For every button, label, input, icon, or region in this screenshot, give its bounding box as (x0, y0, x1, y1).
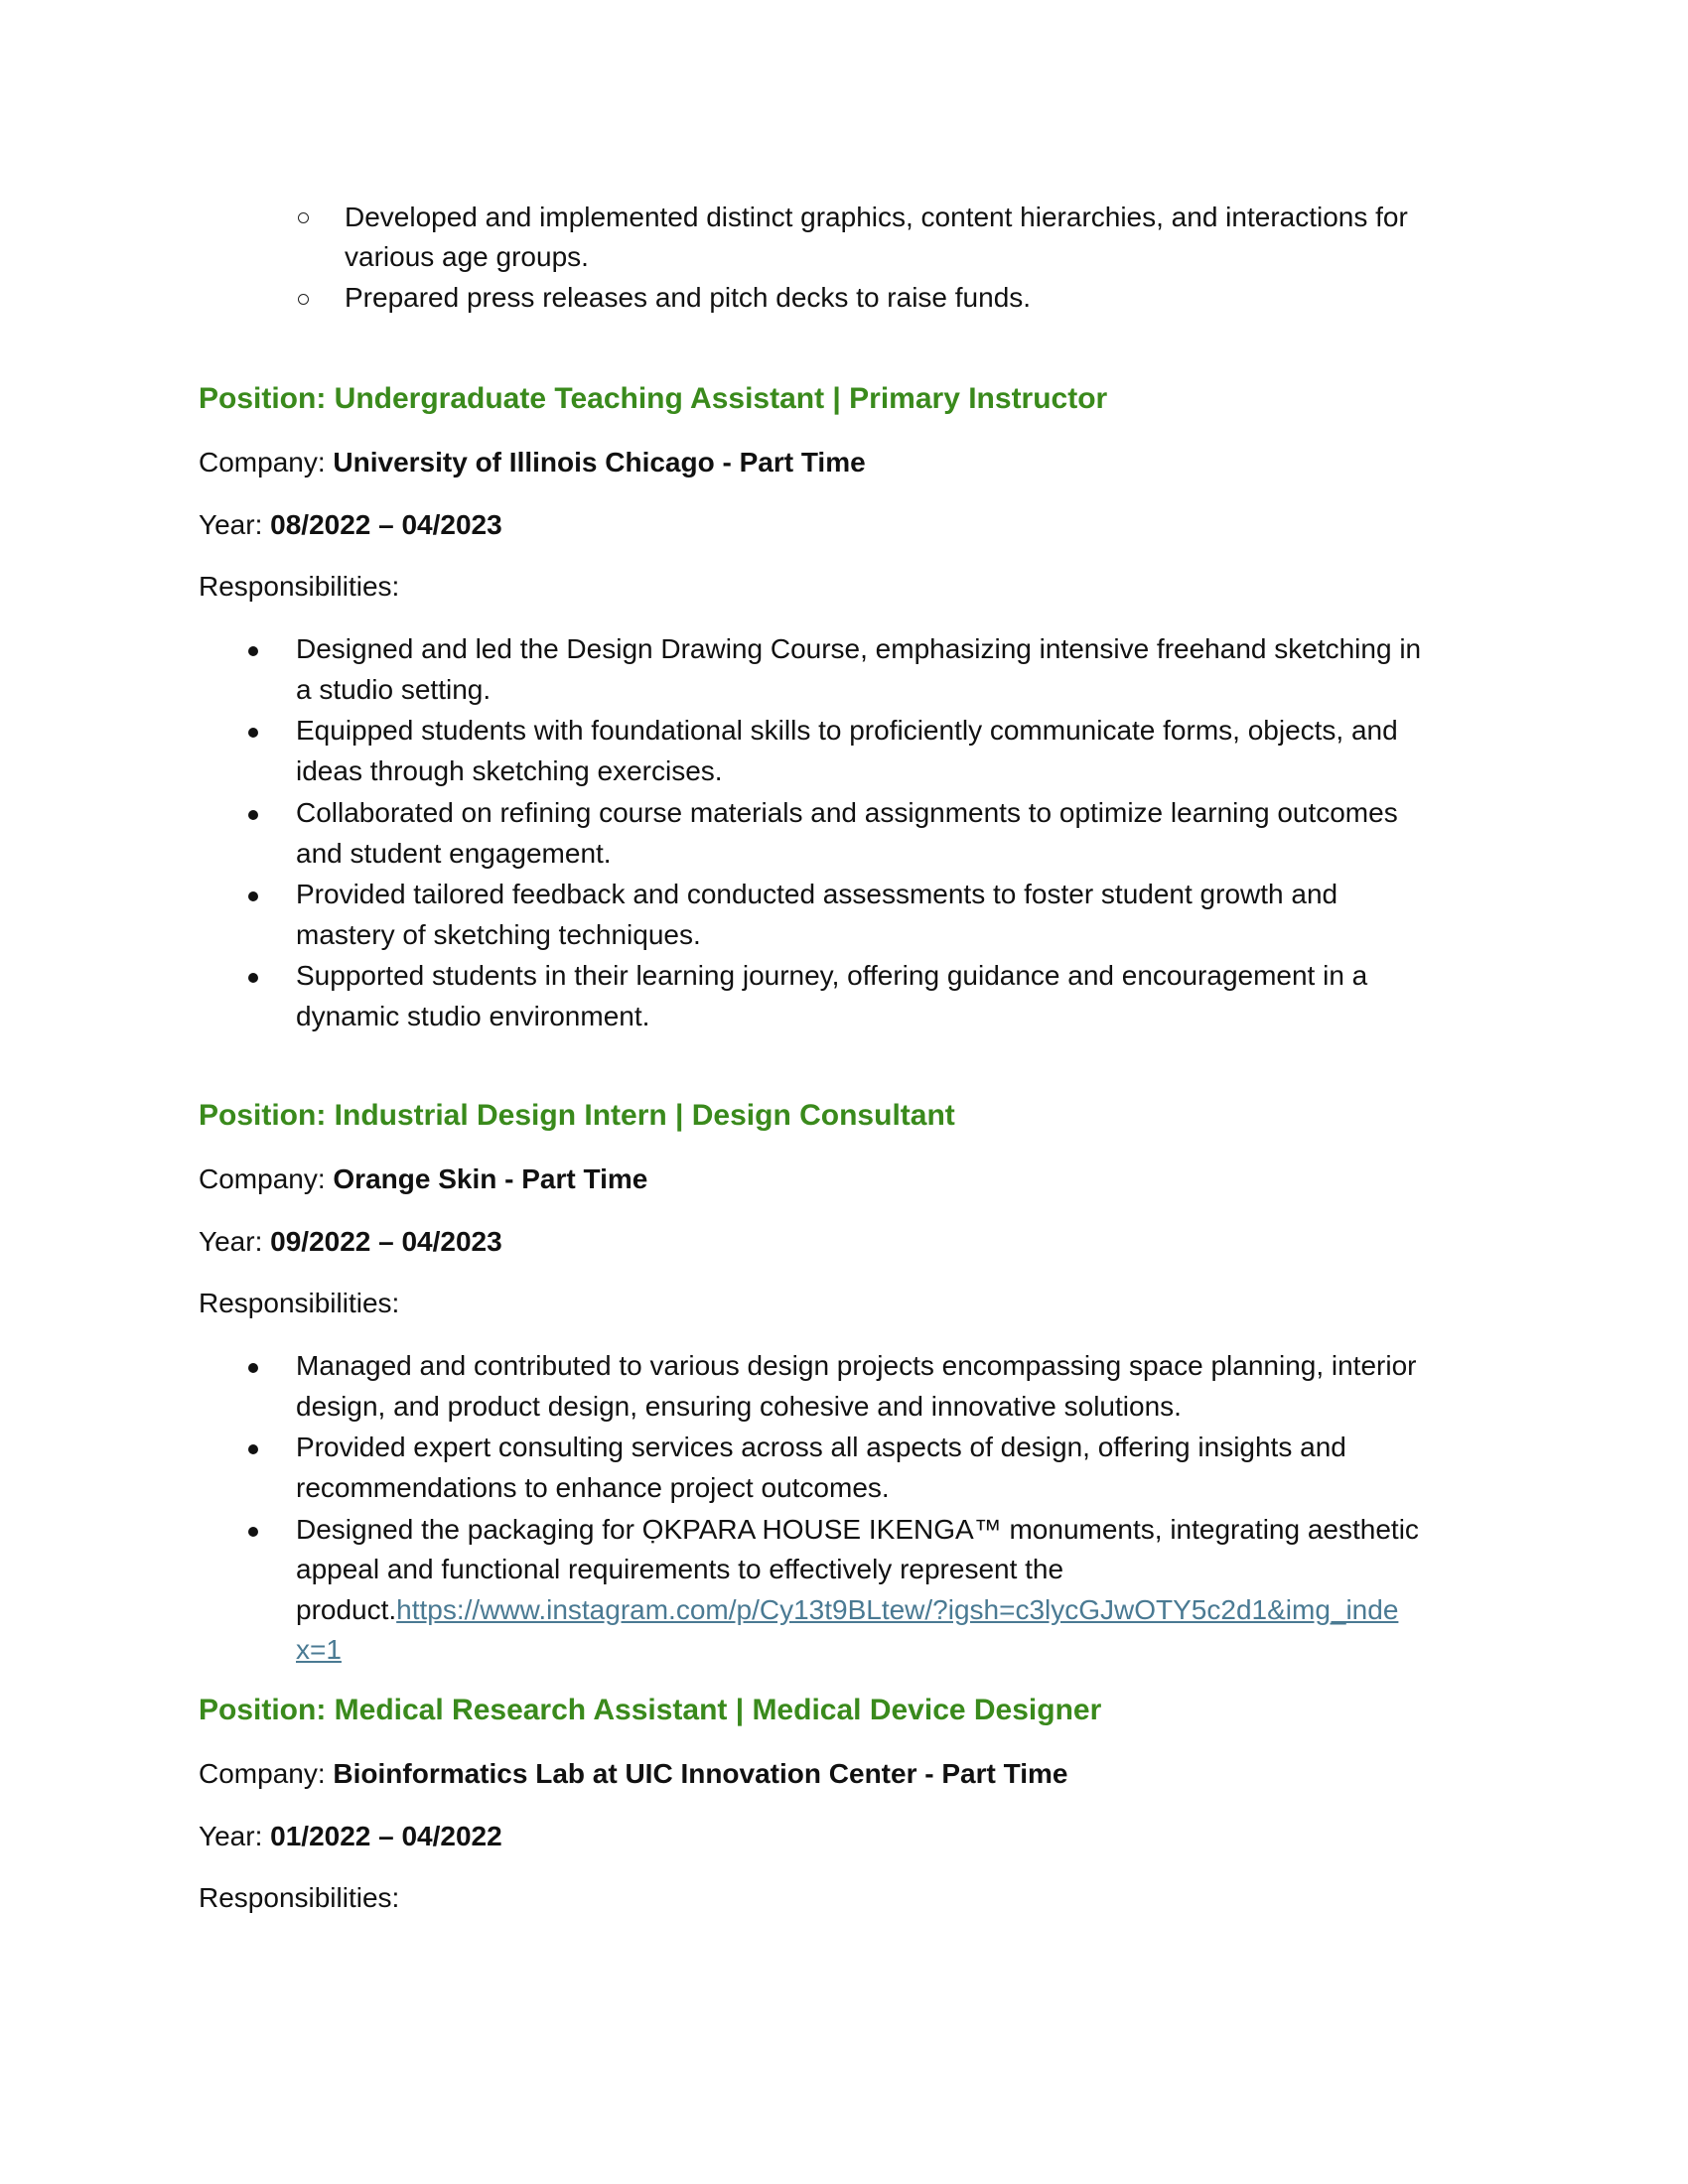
year-value: 08/2022 – 04/2023 (270, 509, 502, 540)
company-label: Company: (199, 1758, 334, 1789)
position-1-heading: Position: Undergraduate Teaching Assistant | Primary Instructor (199, 382, 1108, 415)
position-1-bullet-3-line-1: Collaborated on refining course materials and assignments to optimize learning outcomes (296, 797, 1398, 828)
link-prefix-text: product. (296, 1594, 397, 1625)
position-1-bullet-3-line-2: and student engagement. (296, 838, 612, 869)
position-2-bullet-1-line-1: Managed and contributed to various design projects encompassing space planning, interior (296, 1350, 1417, 1381)
instagram-link-continued[interactable]: x=1 (296, 1634, 342, 1665)
position-1-company (199, 443, 866, 482)
company-label: Company: (199, 447, 334, 478)
year-value: 01/2022 – 04/2022 (270, 1821, 502, 1851)
position-3-heading: Position: Medical Research Assistant | Medical Device Designer (199, 1694, 1102, 1726)
circle-bullet-icon (298, 212, 309, 223)
position-1-bullet-5-line-1: Supported students in their learning journey, offering guidance and encouragement in a (296, 960, 1368, 991)
position-2-bullet-3-line-1: Designed the packaging for ỌKPARA HOUSE IKENGA™ monuments, integrating aesthetic (296, 1514, 1419, 1545)
position-1-bullet-2-line-1: Equipped students with foundational skills to proficiently communicate forms, objects, and (296, 715, 1398, 746)
top-bullet-1-line-2: various age groups. (345, 241, 589, 272)
year-label: Year: (199, 1226, 271, 1257)
company-value: Bioinformatics Lab at UIC Innovation Center - Part Time (333, 1758, 1068, 1789)
position-1-bullet-2-line-2: ideas through sketching exercises. (296, 755, 723, 786)
top-bullet-1-line-1: Developed and implemented distinct graphics, content hierarchies, and interactions for (345, 202, 1408, 232)
position-2-responsibilities-label: Responsibilities: (199, 1288, 400, 1318)
top-bullet-2-line-1: Prepared press releases and pitch decks to raise funds. (345, 282, 1032, 313)
company-value: University of Illinois Chicago - Part Time (333, 447, 866, 478)
bullet-dot-icon (248, 1363, 258, 1373)
position-3-company (199, 1754, 1067, 1794)
year-label: Year: (199, 509, 271, 540)
position-2-bullet-1-line-2: design, and product design, ensuring cohesive and innovative solutions. (296, 1391, 1182, 1422)
year-value: 09/2022 – 04/2023 (270, 1226, 502, 1257)
bullet-dot-icon (248, 810, 258, 820)
bullet-dot-icon (248, 1527, 258, 1537)
position-1-year (199, 505, 502, 545)
position-2-bullet-3-line-3 (296, 1590, 1398, 1630)
position-1-bullet-1-line-1: Designed and led the Design Drawing Course, emphasizing intensive freehand sketching in (296, 633, 1422, 664)
position-2-year (199, 1222, 502, 1262)
position-2-bullet-3-line-2: appeal and functional requirements to effectively represent the (296, 1554, 1064, 1584)
company-label: Company: (199, 1163, 334, 1194)
position-2-bullet-2-line-1: Provided expert consulting services across all aspects of design, offering insights and (296, 1432, 1346, 1462)
position-1-bullet-1-line-2: a studio setting. (296, 674, 492, 705)
position-2-bullet-3-line-4 (296, 1630, 342, 1670)
position-3-year (199, 1817, 502, 1856)
bullet-dot-icon (248, 728, 258, 738)
position-2-company (199, 1160, 647, 1199)
position-1-bullet-4-line-1: Provided tailored feedback and conducted assessments to foster student growth and (296, 879, 1338, 909)
position-1-bullet-4-line-2: mastery of sketching techniques. (296, 919, 701, 950)
year-label: Year: (199, 1821, 271, 1851)
position-2-bullet-2-line-2: recommendations to enhance project outcomes. (296, 1472, 890, 1503)
position-1-responsibilities-label: Responsibilities: (199, 571, 400, 602)
position-2-heading: Position: Industrial Design Intern | Design Consultant (199, 1099, 955, 1132)
position-3-responsibilities-label: Responsibilities: (199, 1882, 400, 1913)
bullet-dot-icon (248, 1444, 258, 1454)
circle-bullet-icon (298, 294, 309, 305)
bullet-dot-icon (248, 646, 258, 656)
position-1-bullet-5-line-2: dynamic studio environment. (296, 1001, 650, 1031)
company-value: Orange Skin - Part Time (333, 1163, 648, 1194)
bullet-dot-icon (248, 891, 258, 901)
bullet-dot-icon (248, 973, 258, 983)
instagram-link[interactable]: https://www.instagram.com/p/Cy13t9BLtew/?igsh=c3lycGJwOTY5c2d1&img_inde (396, 1594, 1399, 1625)
